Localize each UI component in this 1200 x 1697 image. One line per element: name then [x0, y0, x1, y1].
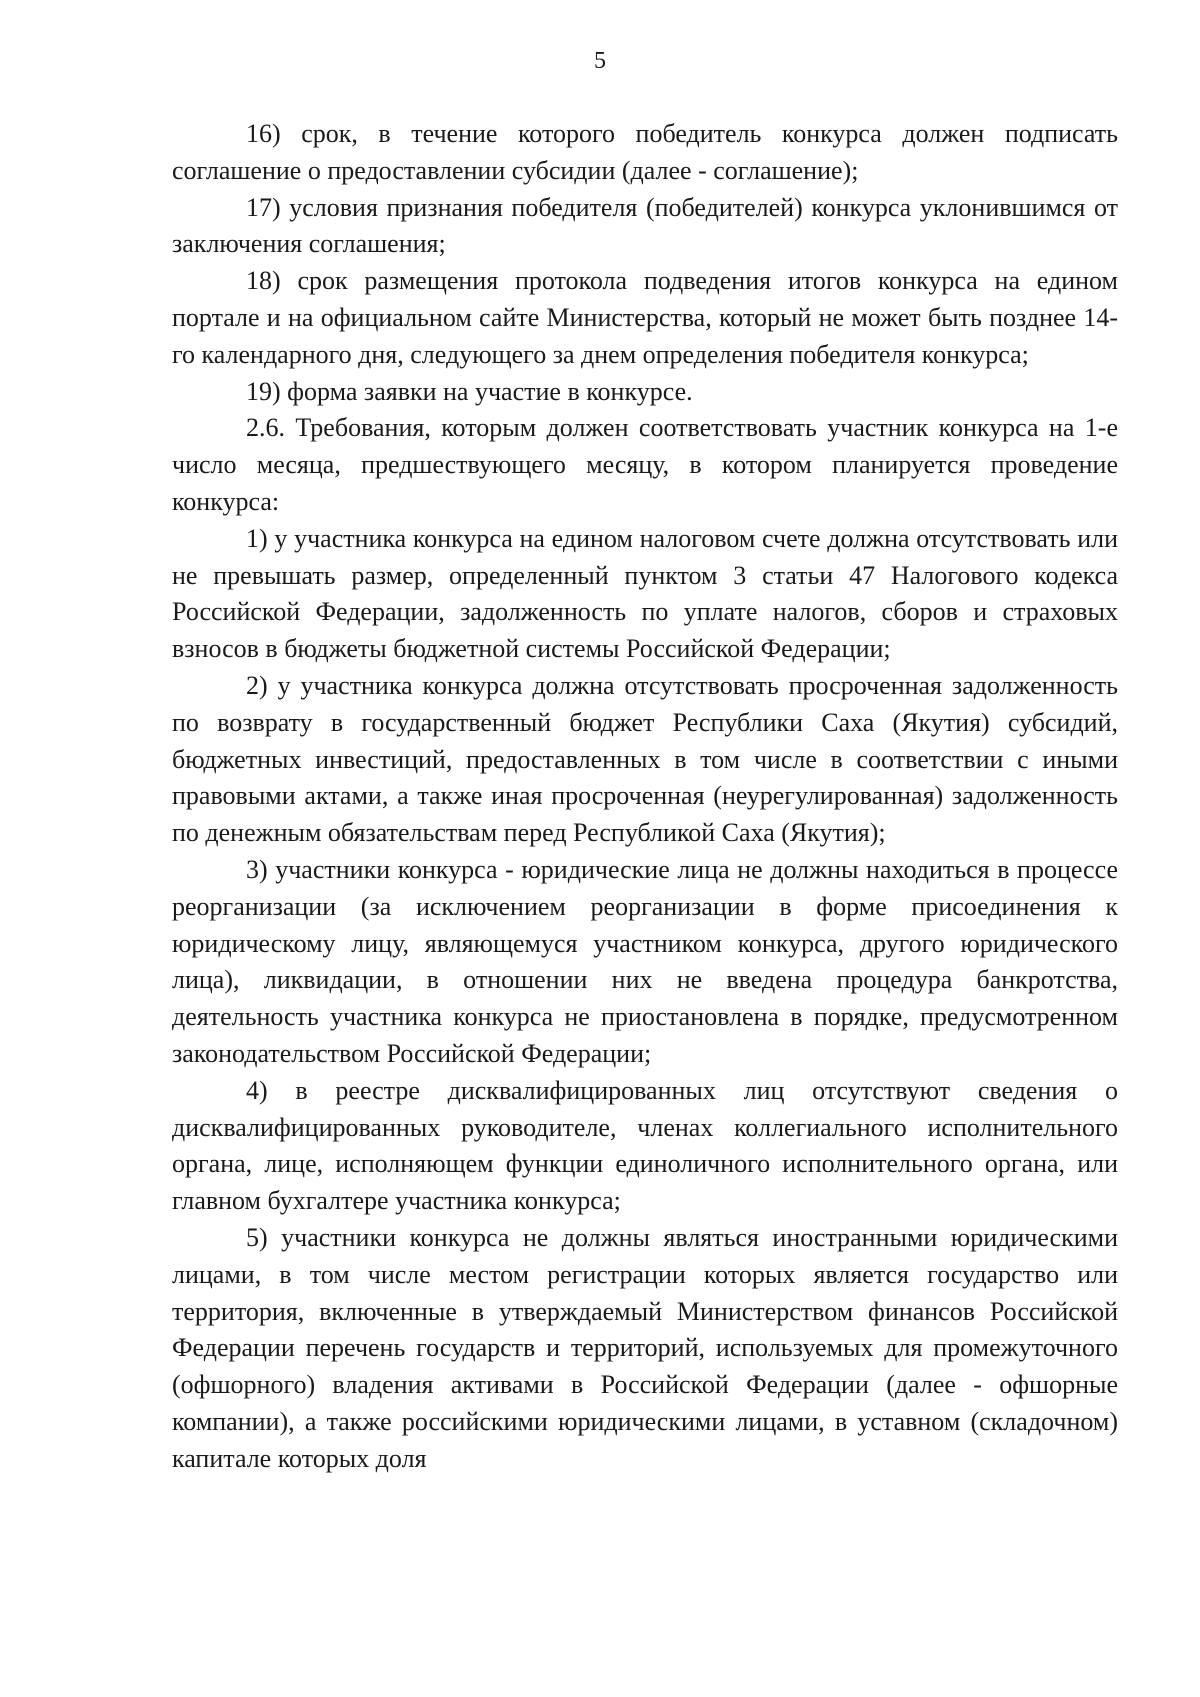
paragraph-requirement-5: 5) участники конкурса не должны являться иностранными юридическими лицами, в том числе местом регистрации которых является государство или территория, включенные в утверждаемый Министерством финансов Российской Федерации перечень государств и территорий, используемых для промежуточного (офшорного) владения активами в Российской Федерации (далее - офшорные компании), а также российскими юридическими лицами, в уставном (складочном) капитале которых доля [172, 1222, 1118, 1473]
paragraph-requirement-1: 1) у участника конкурса на едином налоговом счете должна отсутствовать или не превышать размер, определенный пунктом 3 статьи 47 Налогового кодекса Российской Федерации, задолженность по уплате налогов, сборов и страховых взносов в бюджеты бюджетной системы Российской Федерации; [172, 523, 1118, 664]
document-body [172, 116, 1118, 1477]
paragraph-item-16: 16) срок, в течение которого победитель конкурса должен подписать соглашение о предоставлении субсидии (далее - соглашение); [172, 119, 1118, 185]
paragraph-item-17: 17) условия признания победителя (победителей) конкурса уклонившимся от заключения соглашения; [172, 192, 1118, 259]
page-number: 5 [594, 48, 606, 74]
paragraph-section-2-6: 2.6. Требования, которым должен соответствовать участник конкурса на 1-е число месяца, предшествующего месяцу, в котором планируется проведение конкурса: [172, 413, 1118, 516]
paragraph-requirement-3: 3) участники конкурса - юридические лица не должны находиться в процессе реорганизации (за исключением реорганизации в форме присоединения к юридическому лицу, являющемуся участником конкурса, другого юридического лица), ликвидации, в отношении них не введена процедура банкротства, деятельность участника конкурса не приостановлена в порядке, предусмотренном законодательством Российской Федерации; [172, 854, 1118, 1068]
paragraph-item-19: 19) форма заявки на участие в конкурсе. [246, 376, 693, 406]
paragraph-requirement-2: 2) у участника конкурса должна отсутствовать просроченная задолженность по возврату в государственный бюджет Республики Саха (Якутия) субсидий, бюджетных инвестиций, предоставленных в том числе в соответствии с иными правовыми актами, а также иная просроченная (неурегулированная) задолженность по денежным обязательствам перед Республикой Саха (Якутия); [172, 670, 1118, 848]
paragraph-item-18: 18) срок размещения протокола подведения итогов конкурса на едином портале и на официальном сайте Министерства, который не может быть позднее 14-го календарного дня, следующего за днем определения победителя конкурса; [172, 266, 1118, 369]
paragraph-requirement-4: 4) в реестре дисквалифицированных лиц отсутствуют сведения о дисквалифицированных руководителе, членах коллегиального исполнительного органа, лице, исполняющем функции единоличного исполнительного органа, или главном бухгалтере участника конкурса; [172, 1075, 1118, 1216]
